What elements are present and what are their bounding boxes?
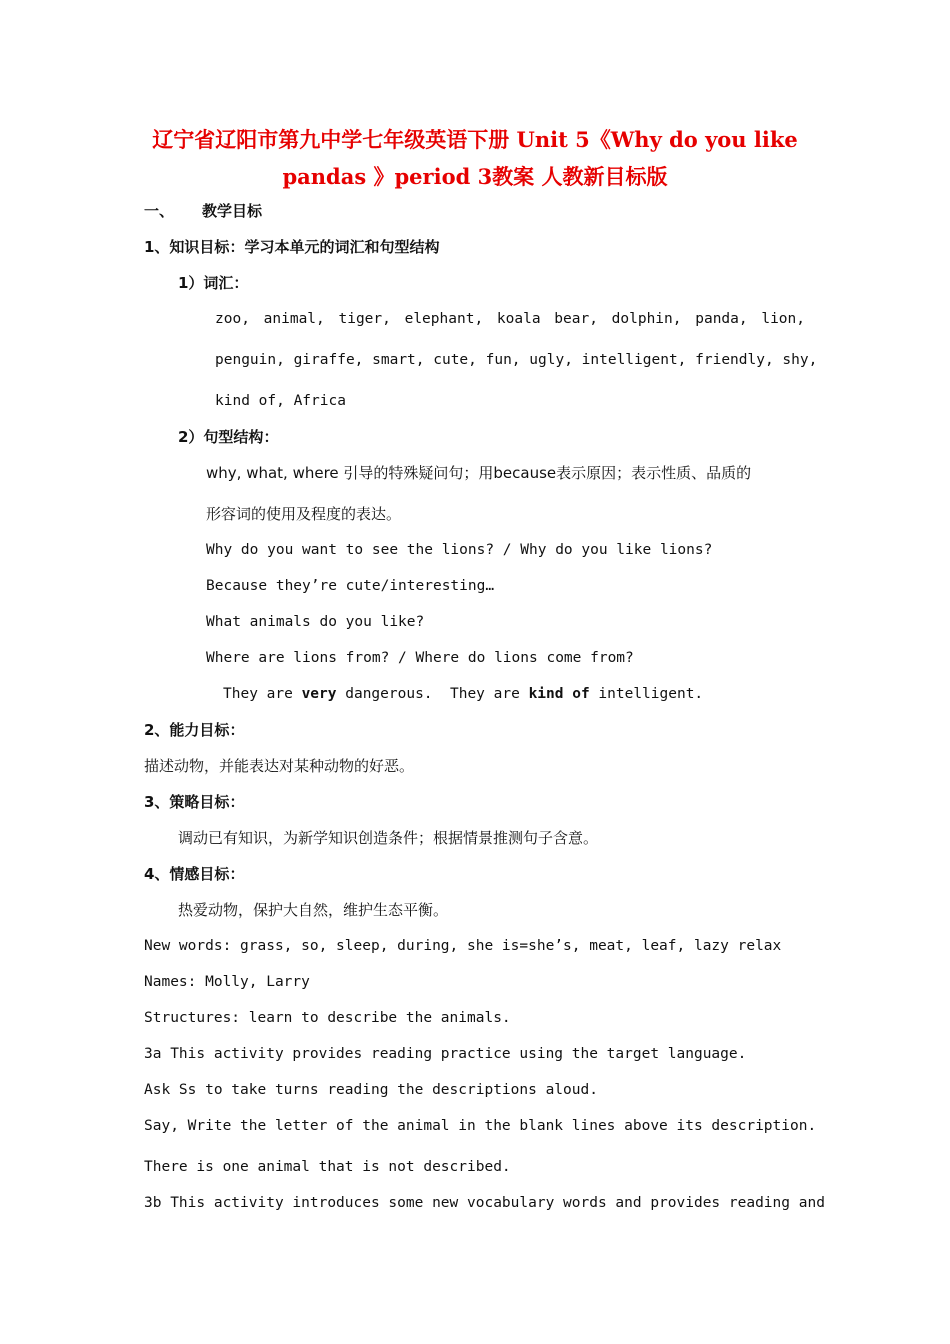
strategy-goal-text: 调动已有知识，为新学知识创造条件；根据情景推测句子含意。 (178, 829, 599, 847)
structure-description-line-2: 形容词的使用及程度的表达。 (206, 505, 402, 523)
activity-3a-line: 3a This activity provides reading practice using the target language. (144, 1046, 747, 1062)
section-1-number: 一、 (144, 202, 175, 220)
document-title-line-1: 辽宁省辽阳市第九中学七年级英语下册 Unit 5《Why do you like (152, 127, 798, 152)
say-line: Say, Write the letter of the animal in the blank lines above its description. (144, 1118, 817, 1134)
ex5-part-a: They are (223, 686, 302, 702)
ability-goal-heading: 2、能力目标： (144, 721, 245, 739)
there-is-line: There is one animal that is not described. (144, 1159, 511, 1175)
example-sentence-3: What animals do you like? (206, 614, 425, 630)
ask-line: Ask Ss to take turns reading the descriptions aloud. (144, 1082, 598, 1098)
example-sentence-2: Because they’re cute/interesting… (206, 578, 495, 594)
ex5-part-c: dangerous. They are (336, 686, 529, 702)
example-sentence-4: Where are lions from? / Where do lions come from? (206, 650, 634, 666)
structures-line: Structures: learn to describe the animals. (144, 1010, 511, 1026)
ex5-emphasis-kind-of: kind of (528, 686, 590, 702)
structure-description-line-1: why, what, where 引导的特殊疑问句；用because表示原因；表示性质、品质的 (206, 464, 752, 482)
ex5-part-e: intelligent. (589, 686, 704, 702)
knowledge-goal-heading: 1、知识目标：学习本单元的词汇和句型结构 (144, 238, 440, 256)
sentence-structure-heading: 2）句型结构： (178, 428, 279, 446)
emotion-goal-text: 热爱动物，保护大自然，维护生态平衡。 (178, 901, 449, 919)
new-words-line: New words: grass, so, sleep, during, she is=she’s, meat, leaf, lazy relax (144, 938, 782, 954)
section-1-label: 教学目标 (202, 202, 263, 220)
document-title-line-2: pandas 》period 3教案 人教新目标版 (282, 164, 668, 189)
emotion-goal-heading: 4、情感目标： (144, 865, 245, 883)
ability-goal-text: 描述动物，并能表达对某种动物的好恶。 (144, 757, 415, 775)
vocabulary-line-3: kind of, Africa (215, 393, 346, 409)
example-sentence-5 (223, 684, 703, 704)
example-sentence-1: Why do you want to see the lions? / Why do you like lions? (206, 542, 713, 558)
ex5-emphasis-very: very (301, 686, 337, 702)
activity-3b-line: 3b This activity introduces some new vocabulary words and provides reading and (144, 1195, 825, 1211)
vocabulary-heading: 1）词汇： (178, 274, 249, 292)
names-line: Names: Molly, Larry (144, 974, 310, 990)
vocabulary-line-1: zoo, animal, tiger, elephant, koala bear, dolphin, panda, lion, (215, 311, 805, 327)
vocabulary-line-2: penguin, giraffe, smart, cute, fun, ugly, intelligent, friendly, shy, (215, 352, 818, 368)
strategy-goal-heading: 3、策略目标： (144, 793, 245, 811)
